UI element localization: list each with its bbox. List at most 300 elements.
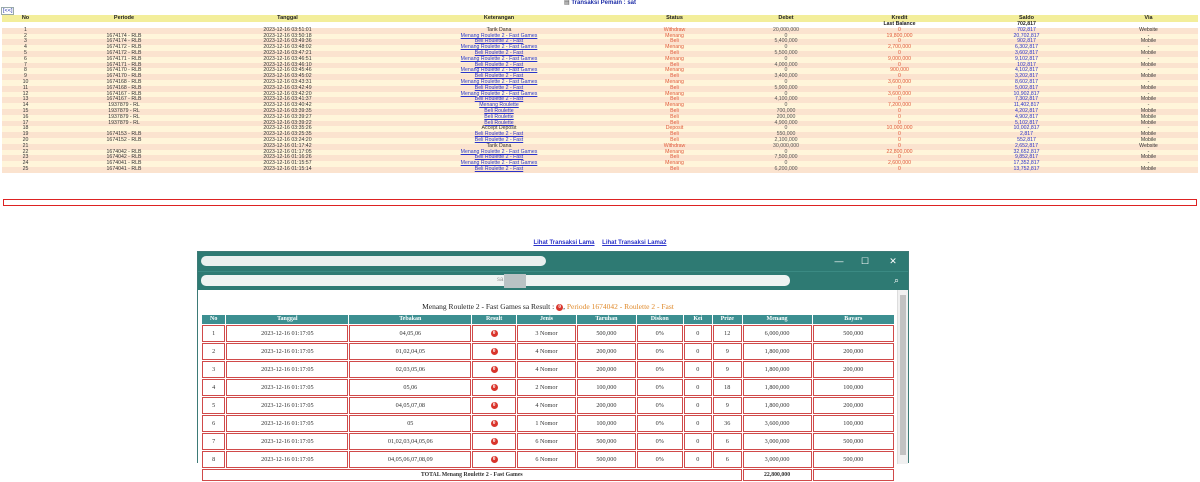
- row-date: 2023-12-16 03:42:49: [199, 86, 376, 92]
- detail-no: 8: [202, 451, 225, 468]
- row-saldo: 5,102,817: [954, 121, 1099, 127]
- row-via: Mobile: [1099, 51, 1198, 57]
- row-saldo: 6,302,817: [954, 45, 1099, 51]
- row-keterangan: Tarik Dana: [376, 144, 622, 150]
- detail-row: [202, 415, 894, 432]
- back-link[interactable]: [<<]: [3, 8, 13, 14]
- row-no: 6: [2, 57, 49, 63]
- detail-bayar: 500,000: [813, 451, 894, 468]
- detail-popup-window: [197, 251, 909, 478]
- row-status: Menang: [622, 161, 727, 167]
- detail-diskon: 0%: [637, 397, 683, 414]
- row-no: 25: [2, 167, 49, 173]
- table-row: [2, 167, 1198, 173]
- row-via: -: [1099, 68, 1198, 74]
- row-kredit: 0: [845, 121, 954, 127]
- subtitle-periode: Periode 1674042 - Roulette 2 - Fast: [566, 302, 674, 311]
- row-saldo: 11,402,817: [954, 103, 1099, 109]
- result-ball-icon: 0: [491, 348, 498, 355]
- row-debet: 4,900,000: [727, 121, 845, 127]
- detail-menang: 3,000,000: [743, 451, 812, 468]
- row-periode: 1674174 - RLB: [49, 39, 199, 45]
- row-via: Mobile: [1099, 97, 1198, 103]
- row-periode: 1937879 - RL: [49, 115, 199, 121]
- row-saldo: 902,817: [954, 39, 1099, 45]
- more-links: [0, 240, 1200, 246]
- row-via: Mobile: [1099, 121, 1198, 127]
- column-header: Debet: [727, 15, 845, 22]
- transaction-detail-link[interactable]: Beli Roulette 2 - Fast: [474, 131, 524, 138]
- row-saldo: 17,352,817: [954, 161, 1099, 167]
- detail-row: [202, 343, 894, 360]
- detail-prize: 9: [713, 397, 741, 414]
- row-no: 8: [2, 68, 49, 74]
- detail-taruhan: 200,000: [577, 397, 636, 414]
- transaction-detail-link[interactable]: Menang Roulette 2 - Fast Games: [460, 78, 538, 85]
- transaction-detail-link[interactable]: Menang Roulette 2 - Fast Games: [460, 44, 538, 51]
- row-status: Beli: [622, 155, 727, 161]
- detail-prize: 36: [713, 415, 741, 432]
- transaction-detail-link[interactable]: Beli Roulette 2 - Fast: [474, 73, 524, 80]
- detail-kei: 0: [684, 451, 712, 468]
- detail-column-header: Taruhan: [577, 315, 636, 324]
- row-debet: 0: [727, 126, 845, 132]
- detail-prize: 18: [713, 379, 741, 396]
- detail-no: 4: [202, 379, 225, 396]
- transaction-detail-link[interactable]: Beli Roulette 2 - Fast: [474, 136, 524, 143]
- subtitle-result: Result :: [531, 302, 555, 311]
- detail-no: 1: [202, 325, 225, 342]
- row-via: -: [1099, 103, 1198, 109]
- transaction-detail-link[interactable]: Menang Roulette 2 - Fast Games: [460, 148, 538, 155]
- row-periode: 1674153 - RLB: [49, 132, 199, 138]
- detail-menang: 3,000,000: [743, 433, 812, 450]
- row-debet: 2,100,000: [727, 138, 845, 144]
- row-via: -: [1099, 45, 1198, 51]
- transaction-detail-link[interactable]: Menang Roulette: [479, 102, 519, 109]
- row-date: 2023-12-16 01:16:26: [199, 155, 376, 161]
- detail-no: 2: [202, 343, 225, 360]
- detail-diskon: 0%: [637, 361, 683, 378]
- row-saldo: 3,202,817: [954, 74, 1099, 80]
- row-status: Withdraw: [622, 28, 727, 34]
- transaction-detail-link[interactable]: Menang Roulette 2 - Fast Games: [460, 160, 538, 167]
- old-transactions-link[interactable]: Lihat Transaksi Lama: [533, 240, 595, 246]
- row-saldo: 4,202,817: [954, 109, 1099, 115]
- detail-column-header: Tebakan: [349, 315, 471, 324]
- row-kredit: 0: [845, 97, 954, 103]
- row-status: Beli: [622, 97, 727, 103]
- highlight-box: [3, 199, 1197, 206]
- row-debet: 4,000,000: [727, 63, 845, 69]
- row-via: Mobile: [1099, 155, 1198, 161]
- detail-menang: 6,000,000: [743, 325, 812, 342]
- row-status: Beli: [622, 39, 727, 45]
- row-kredit: 0: [845, 109, 954, 115]
- title-prefix: Transaksi: [571, 0, 599, 6]
- row-debet: 700,000: [727, 109, 845, 115]
- detail-menang: 1,800,000: [743, 343, 812, 360]
- row-via: -: [1099, 34, 1198, 40]
- row-no: 11: [2, 86, 49, 92]
- last-balance-value: 702,817: [954, 22, 1099, 28]
- detail-no: 7: [202, 433, 225, 450]
- detail-bayar: 500,000: [813, 433, 894, 450]
- row-via: -: [1099, 57, 1198, 63]
- row-via: Mobile: [1099, 74, 1198, 80]
- row-status: Beli: [622, 167, 727, 173]
- row-date: 2023-12-16 03:45:46: [199, 68, 376, 74]
- row-periode: 1674168 - RLB: [49, 86, 199, 92]
- row-no: 15: [2, 109, 49, 115]
- detail-jenis: 1 Nomor: [517, 415, 576, 432]
- row-status: Menang: [622, 103, 727, 109]
- transaction-detail-link[interactable]: Beli Roulette: [484, 107, 514, 114]
- total-value: 22,800,000: [743, 469, 812, 481]
- address-text: sa: [497, 277, 504, 283]
- transaction-detail-link[interactable]: Beli Roulette 2 - Fast: [474, 154, 524, 161]
- row-kredit: 3,600,000: [845, 80, 954, 86]
- row-debet: 0: [727, 45, 845, 51]
- detail-tebakan: 04,05,06,07,08,09: [349, 451, 471, 468]
- row-kredit: 0: [845, 28, 954, 34]
- detail-column-header: Kei: [684, 315, 712, 324]
- address-input[interactable]: [201, 275, 790, 286]
- detail-tanggal: 2023-12-16 01:17:05: [226, 379, 348, 396]
- row-date: 2023-12-16 03:41:37: [199, 97, 376, 103]
- column-header: Status: [622, 15, 727, 22]
- row-debet: 3,400,000: [727, 74, 845, 80]
- detail-jenis: 4 Nomor: [517, 343, 576, 360]
- detail-column-header: Menang: [743, 315, 812, 324]
- detail-taruhan: 200,000: [577, 361, 636, 378]
- row-kredit: 0: [845, 74, 954, 80]
- row-debet: 200,000: [727, 115, 845, 121]
- row-no: 24: [2, 161, 49, 167]
- detail-taruhan: 100,000: [577, 379, 636, 396]
- page-title: [0, 0, 1200, 7]
- row-via: Mobile: [1099, 39, 1198, 45]
- popup-subtitle: Menang Roulette 2 - Fast Games sa Result : 0 , Periode 1674042 - Roulette 2 - Fast: [422, 302, 674, 311]
- transaction-detail-link[interactable]: Menang Roulette 2 - Fast Games: [460, 90, 538, 97]
- detail-bayar: 100,000: [813, 379, 894, 396]
- row-periode: 1937879 - RL: [49, 103, 199, 109]
- detail-no: 3: [202, 361, 225, 378]
- row-date: 2023-12-16 01:15:57: [199, 161, 376, 167]
- bet-detail-table: [201, 314, 895, 482]
- detail-result: [472, 451, 516, 468]
- search-icon[interactable]: ⌕: [893, 275, 899, 285]
- row-saldo: 552,817: [954, 138, 1099, 144]
- detail-bayar: 200,000: [813, 343, 894, 360]
- row-no: 20: [2, 138, 49, 144]
- row-debet: 0: [727, 68, 845, 74]
- address-bar: [198, 271, 908, 290]
- detail-diskon: 0%: [637, 379, 683, 396]
- result-ball-icon: 0: [556, 304, 563, 311]
- row-no: 2: [2, 34, 49, 40]
- row-periode: 1674042 - RLB: [49, 150, 199, 156]
- detail-result: [472, 379, 516, 396]
- row-saldo: 13,752,817: [954, 167, 1099, 173]
- row-debet: 0: [727, 34, 845, 40]
- row-status: Menang: [622, 80, 727, 86]
- detail-tebakan: 02,03,05,06: [349, 361, 471, 378]
- detail-prize: 9: [713, 343, 741, 360]
- result-ball-icon: 0: [491, 420, 498, 427]
- transaction-table: [2, 15, 1198, 173]
- detail-kei: 0: [684, 379, 712, 396]
- detail-result: [472, 343, 516, 360]
- row-no: 19: [2, 132, 49, 138]
- detail-tebakan: 05: [349, 415, 471, 432]
- detail-column-header: Diskon: [637, 315, 683, 324]
- row-no: 16: [2, 115, 49, 121]
- row-debet: 0: [727, 161, 845, 167]
- detail-row: [202, 451, 894, 468]
- row-saldo: 8,602,817: [954, 80, 1099, 86]
- row-date: 2023-12-16 03:25:35: [199, 132, 376, 138]
- row-via: Mobile: [1099, 86, 1198, 92]
- row-kredit: 2,700,000: [845, 45, 954, 51]
- detail-jenis: 4 Nomor: [517, 397, 576, 414]
- detail-menang: 1,800,000: [743, 361, 812, 378]
- scrollbar-thumb[interactable]: [900, 295, 906, 455]
- row-via: Mobile: [1099, 115, 1198, 121]
- row-debet: 0: [727, 57, 845, 63]
- row-debet: 4,100,000: [727, 97, 845, 103]
- detail-diskon: 0%: [637, 433, 683, 450]
- detail-row: [202, 433, 894, 450]
- column-header: Saldo: [954, 15, 1099, 22]
- detail-total-row: [202, 469, 894, 481]
- row-periode: 1674168 - RLB: [49, 80, 199, 86]
- row-debet: 6,200,000: [727, 167, 845, 173]
- transaction-detail-link[interactable]: Beli Roulette: [484, 113, 514, 120]
- column-header: No: [2, 15, 49, 22]
- detail-taruhan: 100,000: [577, 415, 636, 432]
- row-keterangan: [376, 167, 622, 173]
- row-via: Website: [1099, 28, 1198, 34]
- row-date: 2023-12-16 03:39:27: [199, 115, 376, 121]
- result-ball-icon: 0: [491, 402, 498, 409]
- row-status: Menang: [622, 68, 727, 74]
- detail-result: [472, 361, 516, 378]
- subtitle-main: Menang Roulette 2 - Fast Games sa: [422, 302, 530, 311]
- detail-diskon: 0%: [637, 415, 683, 432]
- row-kredit: 0: [845, 115, 954, 121]
- row-date: 2023-12-16 01:17:05: [199, 150, 376, 156]
- close-icon[interactable]: ✕: [889, 256, 897, 266]
- transaction-detail-link[interactable]: Beli Roulette 2 - Fast: [474, 61, 524, 68]
- row-debet: 20,000,000: [727, 28, 845, 34]
- transaction-detail-link[interactable]: Menang Roulette 2 - Fast Games: [460, 32, 538, 39]
- row-date: 2023-12-16 01:15:14: [199, 167, 376, 173]
- row-no: 5: [2, 51, 49, 57]
- row-no: 7: [2, 63, 49, 69]
- row-kredit: 0: [845, 144, 954, 150]
- column-header: Periode: [49, 15, 199, 22]
- row-saldo: 10,002,817: [954, 126, 1099, 132]
- row-kredit: 0: [845, 51, 954, 57]
- popup-scrollbar[interactable]: [897, 290, 908, 464]
- detail-tanggal: 2023-12-16 01:17:05: [226, 433, 348, 450]
- row-kredit: 0: [845, 86, 954, 92]
- row-kredit: 0: [845, 155, 954, 161]
- row-kredit: 7,200,000: [845, 103, 954, 109]
- detail-taruhan: 500,000: [577, 451, 636, 468]
- row-status: Withdraw: [622, 144, 727, 150]
- row-no: 9: [2, 74, 49, 80]
- detail-tanggal: 2023-12-16 01:17:05: [226, 361, 348, 378]
- row-debet: 0: [727, 150, 845, 156]
- result-ball-icon: 0: [491, 330, 498, 337]
- row-status: Beli: [622, 51, 727, 57]
- row-status: Beli: [622, 86, 727, 92]
- detail-column-header: Jenis: [517, 315, 576, 324]
- row-debet: 5,900,000: [727, 86, 845, 92]
- detail-column-header: No: [202, 315, 225, 324]
- detail-tebakan: 01,02,03,04,05,06: [349, 433, 471, 450]
- row-no: 14: [2, 103, 49, 109]
- detail-no: 5: [202, 397, 225, 414]
- total-empty: [813, 469, 894, 481]
- detail-prize: 9: [713, 361, 741, 378]
- row-periode: 1674171 - RLB: [49, 57, 199, 63]
- row-periode: 1674170 - RLB: [49, 68, 199, 74]
- row-saldo: 10,902,817: [954, 92, 1099, 98]
- detail-kei: 0: [684, 343, 712, 360]
- detail-column-header: Prize: [713, 315, 741, 324]
- row-date: 2023-12-16 03:48:02: [199, 45, 376, 51]
- row-saldo: 2,652,817: [954, 144, 1099, 150]
- row-status: Beli: [622, 74, 727, 80]
- transaction-detail-link[interactable]: Menang Roulette 2 - Fast Games: [460, 55, 538, 62]
- row-date: 2023-12-16 03:42:20: [199, 92, 376, 98]
- detail-diskon: 0%: [637, 451, 683, 468]
- transaction-detail-link[interactable]: Beli Roulette 2 - Fast: [474, 165, 524, 172]
- row-periode: 1674041 - RLB: [49, 161, 199, 167]
- row-date: 2023-12-16 03:51:01: [199, 28, 376, 34]
- transaction-detail-link[interactable]: Beli Roulette: [484, 119, 514, 126]
- old-transactions-2-link[interactable]: Lihat Transaksi Lama2: [602, 240, 667, 246]
- transaction-detail-link[interactable]: Beli Roulette 2 - Fast: [474, 96, 524, 103]
- detail-tebakan: 01,02,04,05: [349, 343, 471, 360]
- row-date: 2023-12-16 03:46:10: [199, 63, 376, 69]
- row-kredit: 22,800,000: [845, 150, 954, 156]
- row-periode: 1674152 - RLB: [49, 138, 199, 144]
- row-via: -: [1099, 126, 1198, 132]
- row-periode: 1674042 - RLB: [49, 155, 199, 161]
- transaction-detail-link[interactable]: Beli Roulette 2 - Fast: [474, 49, 524, 56]
- row-periode: 1674174 - RLB: [49, 34, 199, 40]
- maximize-icon[interactable]: ☐: [860, 256, 870, 266]
- row-date: 2023-12-16 03:39:35: [199, 109, 376, 115]
- row-kredit: 0: [845, 39, 954, 45]
- row-saldo: 20,702,817: [954, 34, 1099, 40]
- detail-jenis: 2 Nomor: [517, 379, 576, 396]
- row-periode: 1937879 - RL: [49, 109, 199, 115]
- row-kredit: 900,000: [845, 68, 954, 74]
- result-ball-icon: 0: [491, 438, 498, 445]
- row-debet: 30,000,000: [727, 144, 845, 150]
- row-status: Beli: [622, 115, 727, 121]
- row-status: Menang: [622, 45, 727, 51]
- detail-bayar: 200,000: [813, 361, 894, 378]
- row-date: 2023-12-16 03:50:18: [199, 34, 376, 40]
- detail-column-header: Bayars: [813, 315, 894, 324]
- detail-kei: 0: [684, 325, 712, 342]
- detail-header: [202, 315, 894, 324]
- row-status: Menang: [622, 150, 727, 156]
- row-periode: 1674171 - RLB: [49, 63, 199, 69]
- address-redaction: [504, 274, 526, 288]
- row-date: 2023-12-16 03:24:20: [199, 138, 376, 144]
- transaction-detail-link[interactable]: Beli Roulette 2 - Fast: [474, 84, 524, 91]
- detail-result: [472, 397, 516, 414]
- row-status: Menang: [622, 57, 727, 63]
- row-via: Mobile: [1099, 138, 1198, 144]
- column-header: Tanggal: [199, 15, 376, 22]
- detail-row: [202, 379, 894, 396]
- detail-row: [202, 361, 894, 378]
- row-debet: 5,400,000: [727, 39, 845, 45]
- row-saldo: 9,102,817: [954, 57, 1099, 63]
- title-player: Pemain : sat: [600, 0, 637, 6]
- detail-tebakan: 05,06: [349, 379, 471, 396]
- detail-diskon: 0%: [637, 325, 683, 342]
- row-no: 12: [2, 92, 49, 98]
- detail-tanggal: 2023-12-16 01:17:05: [226, 415, 348, 432]
- detail-jenis: 4 Nomor: [517, 361, 576, 378]
- transaction-detail-link[interactable]: Beli Roulette 2 - Fast: [474, 38, 524, 45]
- row-saldo: 7,302,817: [954, 97, 1099, 103]
- minimize-icon[interactable]: —: [834, 256, 844, 266]
- row-via: Mobile: [1099, 63, 1198, 69]
- row-saldo: 4,902,817: [954, 115, 1099, 121]
- row-status: Beli: [622, 138, 727, 144]
- row-no: 17: [2, 121, 49, 127]
- row-status: Beli: [622, 63, 727, 69]
- row-via: -: [1099, 150, 1198, 156]
- row-status: Menang: [622, 34, 727, 40]
- detail-jenis: 6 Nomor: [517, 433, 576, 450]
- row-via: Mobile: [1099, 109, 1198, 115]
- detail-tanggal: 2023-12-16 01:17:05: [226, 325, 348, 342]
- detail-menang: 1,800,000: [743, 379, 812, 396]
- row-debet: 7,500,000: [727, 155, 845, 161]
- row-no: 22: [2, 150, 49, 156]
- detail-tanggal: 2023-12-16 01:17:05: [226, 451, 348, 468]
- detail-bayar: 100,000: [813, 415, 894, 432]
- column-header: Kredit: [845, 15, 954, 22]
- row-debet: 0: [727, 80, 845, 86]
- detail-tebakan: 04,05,07,08: [349, 397, 471, 414]
- row-no: 21: [2, 144, 49, 150]
- row-no: 10: [2, 80, 49, 86]
- row-date: 2023-12-16 03:40:42: [199, 103, 376, 109]
- row-saldo: 32,652,817: [954, 150, 1099, 156]
- row-debet: 0: [727, 103, 845, 109]
- transaction-detail-link[interactable]: Menang Roulette 2 - Fast Games: [460, 67, 538, 74]
- transaction-icon: ▤: [563, 0, 570, 6]
- detail-tanggal: 2023-12-16 01:17:05: [226, 343, 348, 360]
- detail-tanggal: 2023-12-16 01:17:05: [226, 397, 348, 414]
- row-no: 4: [2, 45, 49, 51]
- row-periode: 1674167 - RLB: [49, 97, 199, 103]
- detail-row: [202, 325, 894, 342]
- row-saldo: 3,602,817: [954, 51, 1099, 57]
